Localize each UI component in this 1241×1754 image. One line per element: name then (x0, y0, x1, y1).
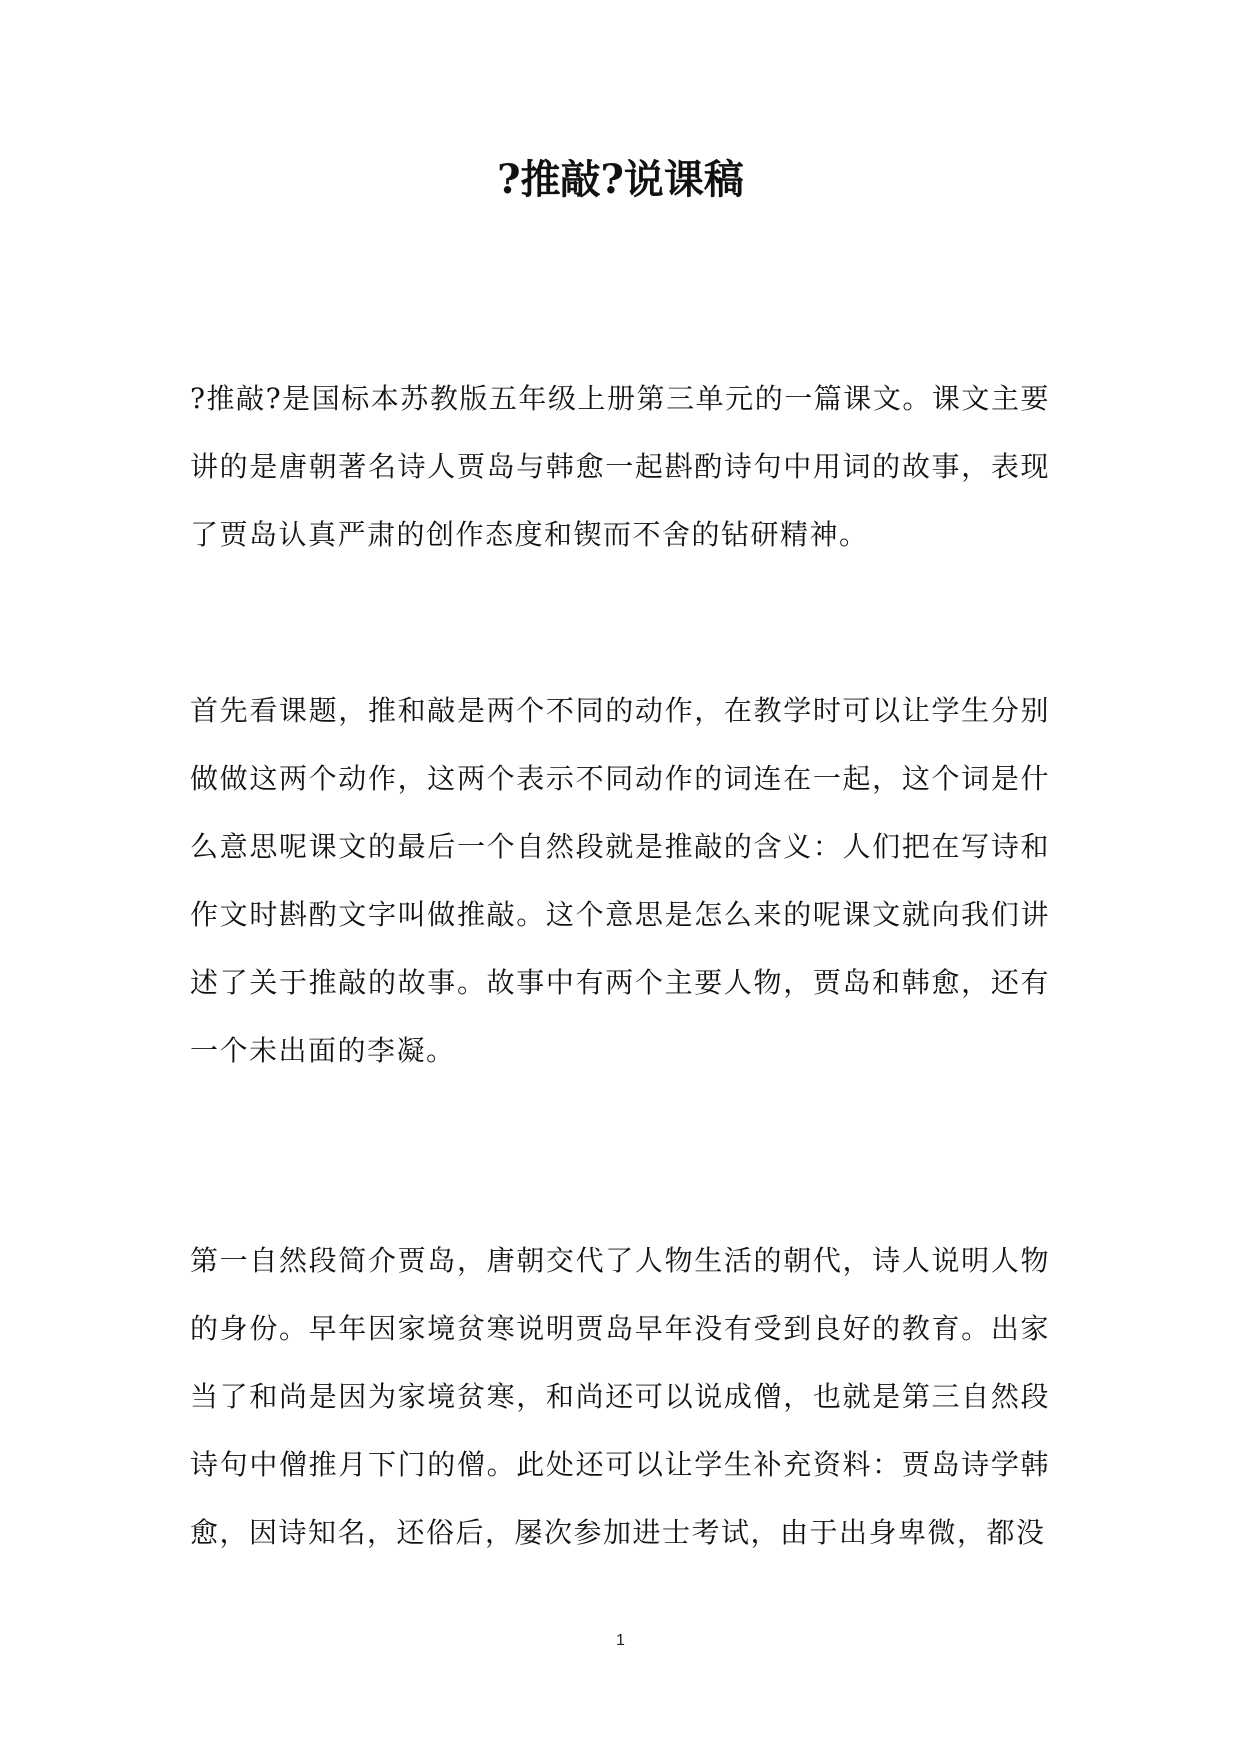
paragraph-title-analysis: 首先看课题，推和敲是两个不同的动作，在教学时可以让学生分别做做这两个动作，这两个表示不同动作的词连在一起，这个词是什么意思呢课文的最后一个自然段就是推敲的含义：人们把在写诗和作文时斟酌文字叫做推敲。这个意思是怎么来的呢课文就向我们讲述了关于推敲的故事。故事中有两个主要人物，贾岛和韩愈，还有一个未出面的李凝。 (190, 694, 1050, 1067)
page-number: 1 (616, 1632, 625, 1649)
document-title: ?推敲?说课稿 (497, 156, 744, 203)
paragraph-intro: ?推敲?是国标本苏教版五年级上册第三单元的一篇课文。课文主要讲的是唐朝著名诗人贾岛与韩愈一起斟酌诗句中用词的故事，表现了贾岛认真严肃的创作态度和锲而不舍的钻研精神。 (190, 382, 1050, 551)
paragraph-first-section: 第一自然段简介贾岛，唐朝交代了人物生活的朝代，诗人说明人物的身份。早年因家境贫寒说明贾岛早年没有受到良好的教育。出家当了和尚是因为家境贫寒，和尚还可以说成僧，也就是第三自然段诗句中僧推月下门的僧。此处还可以让学生补充资料：贾岛诗学韩愈，因诗知名，还俗后，屡次参加进士考试，由于出身卑微，都没 (190, 1244, 1050, 1549)
